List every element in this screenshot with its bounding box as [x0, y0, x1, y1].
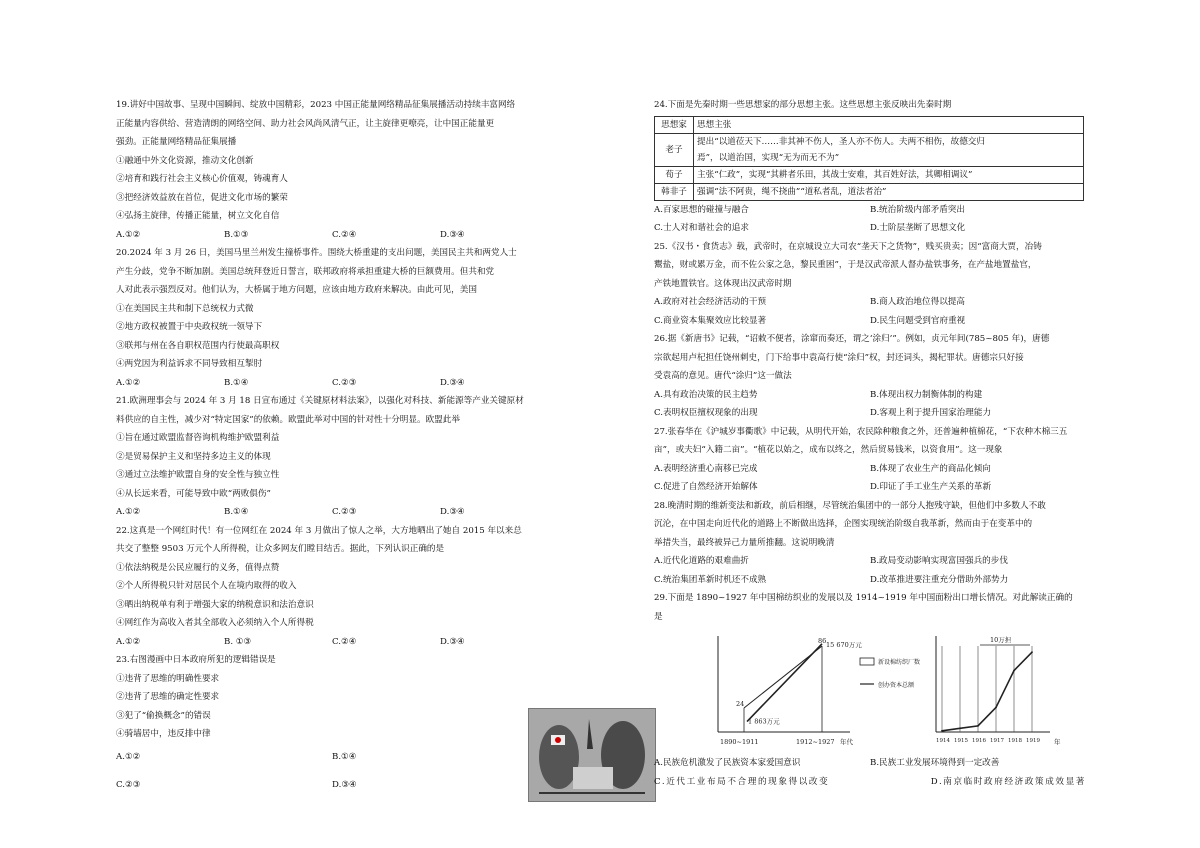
q26-option-b: B.体现出权力制衡体制的构建	[870, 389, 983, 400]
q27-option-b: B.体现了农业生产的商品化倾向	[870, 463, 991, 474]
x-tick-label: 1915	[954, 738, 968, 744]
table-row	[655, 133, 1084, 166]
q28-options-row-1	[654, 552, 1086, 571]
q20-stem-3: 人对此表示强烈反对。他们认为，大桥属于地方问题，应该由地方政府来解决。由此可见，美国	[116, 285, 477, 295]
x-tick-label: 1912~1927	[796, 738, 835, 746]
q23-options-row-2	[116, 776, 548, 795]
q19-stem-2: 正能量内容供给、营造清朗的网络空间、助力社会风尚风清气正，让主旋律更嘹亮，让中国正能量更	[116, 118, 495, 129]
q24-option-c: C.士人对和谐社会的追求	[654, 223, 749, 233]
q20-option-b: B.①④	[224, 377, 249, 388]
q28-option-c: C.统治集团革新时机还不成熟	[654, 574, 767, 585]
q22-item-2: ②个人所得税只针对居民个人在境内取得的收入	[116, 581, 297, 591]
q27-option-a: A.表明经济重心南移已完成	[654, 463, 758, 474]
q24-option-b: B.统治阶级内部矛盾突出	[870, 204, 965, 215]
q19-item-4: ④弘扬主旋律，传播正能量，树立文化自信	[116, 211, 280, 221]
q21-option-c: C.②③	[332, 507, 357, 517]
q19-stem-1: 19.讲好中国故事、呈现中国瞬间、绽放中国精彩，2023 中国正能量网络精品征集展播活动持续丰富网络	[116, 100, 516, 110]
q25-options-row-1	[654, 293, 1086, 312]
x-axis-label: 年	[1054, 738, 1061, 746]
q21-item-2: ②是贸易保护主义和坚持多边主义的体现	[116, 451, 271, 462]
q27-option-c: C.促进了自然经济开始解体	[654, 482, 758, 492]
q22-option-d: D.③④	[440, 636, 465, 647]
q20-option-a: A.①②	[116, 377, 141, 388]
q21-item-4: ④从长远来看，可能导致中欧“两败俱伤”	[116, 488, 271, 499]
q28-options-row-2	[654, 571, 1086, 590]
q22-item-4: ④网红作为高收入者其全部收入必须纳入个人所得税	[116, 618, 314, 628]
question-24	[654, 96, 1086, 238]
q28-stem-3: 举措失当，最终被异己力量所推翻。这说明晚清	[654, 537, 835, 548]
cotton-mill-chart	[704, 632, 954, 754]
idea-line-1: 提出“以道莅天下……非其神不伤人，圣人亦不伤人。夫两不相伤，故德交归	[697, 136, 985, 147]
table-row	[655, 183, 1084, 200]
q29-option-c: C.近代工业布局不合理的现象得以改变	[654, 776, 830, 787]
q21-stem-2: 料供应的自主性，减少对“特定国家”的依赖。欧盟此举对中国的针对性十分明显。欧盟此举	[116, 414, 460, 425]
q19-item-3: ③把经济效益放在首位，促进文化市场的繁荣	[116, 192, 288, 203]
q26-stem-2: 宗欲起用卢杞担任饶州刺史，门下给事中袁高行使“涂归”权，封还词头，揭杞罪状。唐德宗只好接	[654, 352, 1024, 363]
q23-option-d: D.③④	[332, 780, 357, 790]
series-line-flour	[942, 652, 1032, 731]
q20-item-2: ②地方政权被置于中央政权统一领导下	[116, 322, 263, 332]
q28-option-a: A.近代化道路的艰难曲折	[654, 556, 749, 566]
q25-option-b: B.商人政治地位得以提高	[870, 297, 965, 307]
q20-options	[116, 374, 548, 393]
flour-export-chart	[926, 632, 1066, 754]
q27-option-d: D.印证了手工业生产关系的革新	[870, 482, 992, 492]
q20-option-c: C.②③	[332, 377, 357, 388]
q26-options-row-1	[654, 386, 1086, 405]
q21-item-3: ③通过立法维护欧盟自身的安全性与独立性	[116, 470, 280, 480]
q23-stem-1: 23.右图漫画中日本政府所犯的逻辑错误是	[116, 655, 276, 665]
thinker-idea: 主张“仁政”，实现“其耕者乐田，其战士安难，其百姓好法，其卿相调议”	[694, 166, 1084, 183]
q29-option-d: D.南京临时政府经济政策成效显著	[930, 776, 1086, 787]
question-19	[116, 96, 548, 244]
q20-item-1: ①在美国民主共和制下总统权力式微	[116, 303, 254, 314]
q19-stem-3: 强劲。正能量网络精品征集展播	[116, 137, 237, 147]
q21-options	[116, 503, 548, 522]
x-tick-label: 1917	[990, 738, 1004, 744]
q29-option-a: A.民族危机激发了民族资本家爱国意识	[654, 758, 801, 768]
thinker-idea: 强调“法不阿贵，绳不挠曲”“道私者乱，道法者治”	[694, 183, 1084, 200]
cartoon-image	[528, 708, 656, 802]
q29-charts	[654, 632, 1086, 754]
q26-option-a: A.具有政治决策的民主趋势	[654, 389, 758, 400]
table-header-row	[655, 116, 1084, 133]
q26-options-row-2	[654, 404, 1086, 423]
q21-option-b: B.①④	[224, 507, 249, 517]
idea-line-2: 焉”，以道治国，实现“无为而无不为”	[697, 152, 840, 163]
q25-stem-2: 鬻盐，财或累万金，而不佐公家之急，黎民重困”，于是汉武帝派人督办盐铁事务，在产盐地置盐官，	[654, 260, 1037, 270]
q21-option-d: D.③④	[440, 507, 465, 517]
thinkers-table	[654, 116, 1084, 201]
data-label-capital-2: 15 670万元	[826, 640, 862, 649]
question-22	[116, 522, 548, 652]
q23-options-row-1	[116, 748, 548, 767]
q22-option-a: A.①②	[116, 636, 141, 647]
q28-option-b: B.政局变动影响实现富国强兵的步伐	[870, 556, 1008, 566]
x-tick-label: 1890~1911	[720, 738, 759, 746]
q29-option-b: B.民族工业发展环境得到一定改善	[870, 758, 1000, 768]
question-23	[116, 651, 548, 795]
q25-stem-3: 产铁地置铁官。这体现出汉武帝时期	[654, 278, 792, 289]
question-21	[116, 392, 548, 522]
q25-option-d: D.民生问题受到官府重视	[870, 315, 966, 326]
y-axis-label: 10万担	[990, 636, 1012, 644]
q23-option-b: B.①④	[332, 751, 357, 762]
q25-option-a: A.政府对社会经济活动的干预	[654, 297, 767, 307]
data-point	[941, 730, 943, 732]
legend-label-mills: 新设棉纺织厂数	[878, 659, 921, 666]
q28-stem-1: 28.晚清时期的维新变法和新政，前后相继，尽管统治集团中的一部分人抱残守缺，但他们中多数人不敢	[654, 500, 1046, 511]
question-26	[654, 330, 1086, 423]
table-header-thinker: 思想家	[655, 116, 694, 133]
q25-options-row-2	[654, 312, 1086, 331]
q28-stem-2: 沉沦，在中国走向近代化的道路上不断做出选择，企图实现统治阶级自我革新，然而由于在变革中的	[654, 519, 1033, 529]
data-label-capital-1: 1 863万元	[748, 717, 780, 726]
data-label-mills-1: 24	[736, 700, 745, 708]
q19-option-c: C.②④	[332, 229, 357, 240]
q27-options-row-1	[654, 460, 1086, 479]
q22-option-b: B. ①③	[224, 636, 252, 647]
q24-option-d: D.士阶层垄断了思想文化	[870, 223, 966, 233]
x-tick-label: 1916	[972, 738, 986, 744]
q22-stem-2: 共交了整整 9503 万元个人所得税，让众多网友们瞠目结舌。据此，下列认识正确的是	[116, 544, 445, 554]
q24-option-a: A.百家思想的碰撞与融合	[654, 204, 749, 215]
q23-option-a: A.①②	[116, 751, 141, 762]
q25-stem-1: 25.《汉书・食货志》载，武帝时，在京城设立大司农“垄天下之货物”，贱买贵卖；因“富商大贾，冶铸	[654, 241, 1042, 252]
q19-item-1: ①融通中外文化资源，推动文化创新	[116, 155, 254, 166]
data-point	[1013, 670, 1015, 672]
q29-stem-1: 29.下面是 1890~1927 年中国棉纺织业的发展以及 1914~1919 年中国面粉出口增长情况。对此解读正确的	[654, 593, 1073, 603]
q20-item-4: ④两党因为利益诉求不同导致相互掣肘	[116, 359, 263, 369]
x-tick-label: 1918	[1008, 738, 1022, 744]
question-27	[654, 423, 1086, 497]
q29-stem-2: 是	[654, 611, 663, 622]
q28-option-d: D.改革推进要注重充分借助外部势力	[870, 574, 1009, 585]
q19-option-d: D.③④	[440, 229, 465, 240]
q22-item-3: ③晒出纳税单有利于增强大家的纳税意识和法治意识	[116, 599, 314, 610]
q19-option-a: A.①②	[116, 229, 141, 240]
q19-option-b: B.①③	[224, 229, 249, 240]
data-point	[1031, 651, 1033, 653]
table-header-idea: 思想主张	[694, 116, 1084, 133]
q24-options-row-2	[654, 219, 1086, 238]
q19-item-2: ②培育和践行社会主义核心价值观，铸魂育人	[116, 174, 288, 184]
q24-stem-1: 24.下面是先秦时期一些思想家的部分思想主张。这些思想主张反映出先秦时期	[654, 100, 952, 110]
q22-options	[116, 633, 548, 652]
thinker-name: 韩非子	[655, 183, 694, 200]
q26-stem-3: 受袁高的意见。唐代“涂归”这一做法	[654, 371, 792, 381]
right-column	[654, 96, 1086, 791]
q20-stem-2: 产生分歧，党争不断加剧。美国总统拜登近日誓言，联邦政府将承担重建大桥的巨额费用。但共和党	[116, 266, 495, 277]
q22-option-c: C.②④	[332, 636, 357, 647]
q26-option-d: D.客观上利于提升国家治理能力	[870, 408, 992, 418]
thinker-name: 老子	[655, 133, 694, 166]
x-tick-label: 1919	[1026, 738, 1040, 744]
q20-option-d: D.③④	[440, 377, 465, 388]
x-tick-label: 1914	[936, 738, 950, 744]
question-29	[654, 589, 1086, 791]
q24-options-row-1	[654, 201, 1086, 220]
data-point	[959, 727, 961, 729]
q27-stem-2: 亩”，或夫妇“入籍二亩”。“植花以始之，成布以终之，然后贸易钱米，以资食用”。这一现象	[654, 445, 1003, 455]
q29-options-row-1	[654, 754, 1086, 773]
data-label-mills-2: 86	[818, 637, 827, 645]
legend-label-capital: 创办资本总额	[878, 682, 915, 689]
q21-stem-1: 21.欧洲理事会与 2024 年 3 月 18 日宣布通过《关键原材料法案》，以强化对科技、新能源等产业关键原材	[116, 396, 524, 406]
thinker-name: 荀子	[655, 166, 694, 183]
q29-options-row-2	[654, 773, 1086, 792]
data-point	[995, 707, 997, 709]
q23-option-c: C.②③	[116, 780, 141, 790]
q22-item-1: ①依法纳税是公民应履行的义务，值得点赞	[116, 562, 280, 573]
q26-stem-1: 26.据《新唐书》记载，“诏敕不便者，涂窜而奏还，谓之‘涂归’”。例如，贞元年间(785~805 年)，唐德	[654, 334, 1050, 344]
left-column	[116, 96, 548, 795]
thinker-idea	[694, 133, 1084, 166]
question-25	[654, 238, 1086, 331]
q23-item-2: ②违背了思维的确定性要求	[116, 692, 220, 702]
q21-option-a: A.①②	[116, 507, 141, 517]
data-point	[977, 725, 979, 727]
series-line-capital	[747, 644, 822, 722]
q25-option-c: C.商业资本集聚效应比较显著	[654, 315, 767, 326]
q20-item-3: ③联邦与州在各自职权范围内行使最高职权	[116, 340, 280, 351]
q26-option-c: C.表明权臣擅权现象的出现	[654, 408, 758, 418]
q20-stem-1: 20.2024 年 3 月 26 日，美国马里兰州发生撞桥事件。围绕大桥重建的支出问题，美国民主共和两党人士	[116, 248, 517, 258]
table-row	[655, 166, 1084, 183]
q23-item-1: ①违背了思维的明确性要求	[116, 673, 220, 684]
q22-stem-1: 22.这真是一个网红时代！有一位网红在 2024 年 3 月做出了惊人之举，大方地晒出了她自 2015 年以来总	[116, 525, 522, 536]
q23-item-3: ③犯了“偷换概念”的错误	[116, 710, 211, 721]
q27-options-row-2	[654, 478, 1086, 497]
x-axis-label: 年代	[840, 738, 853, 746]
q19-options	[116, 226, 548, 245]
q23-item-4: ④骑墙居中，违反排中律	[116, 729, 211, 739]
q27-stem-1: 27.张春华在《沪城岁事衢歌》中记载，从明代开始，农民除种粮食之外，还普遍种植棉花，“下农种木棉三五	[654, 426, 1068, 437]
q21-item-1: ①旨在通过欧盟监督咨询机构维护欧盟利益	[116, 433, 280, 443]
question-20	[116, 244, 548, 392]
question-28	[654, 497, 1086, 590]
